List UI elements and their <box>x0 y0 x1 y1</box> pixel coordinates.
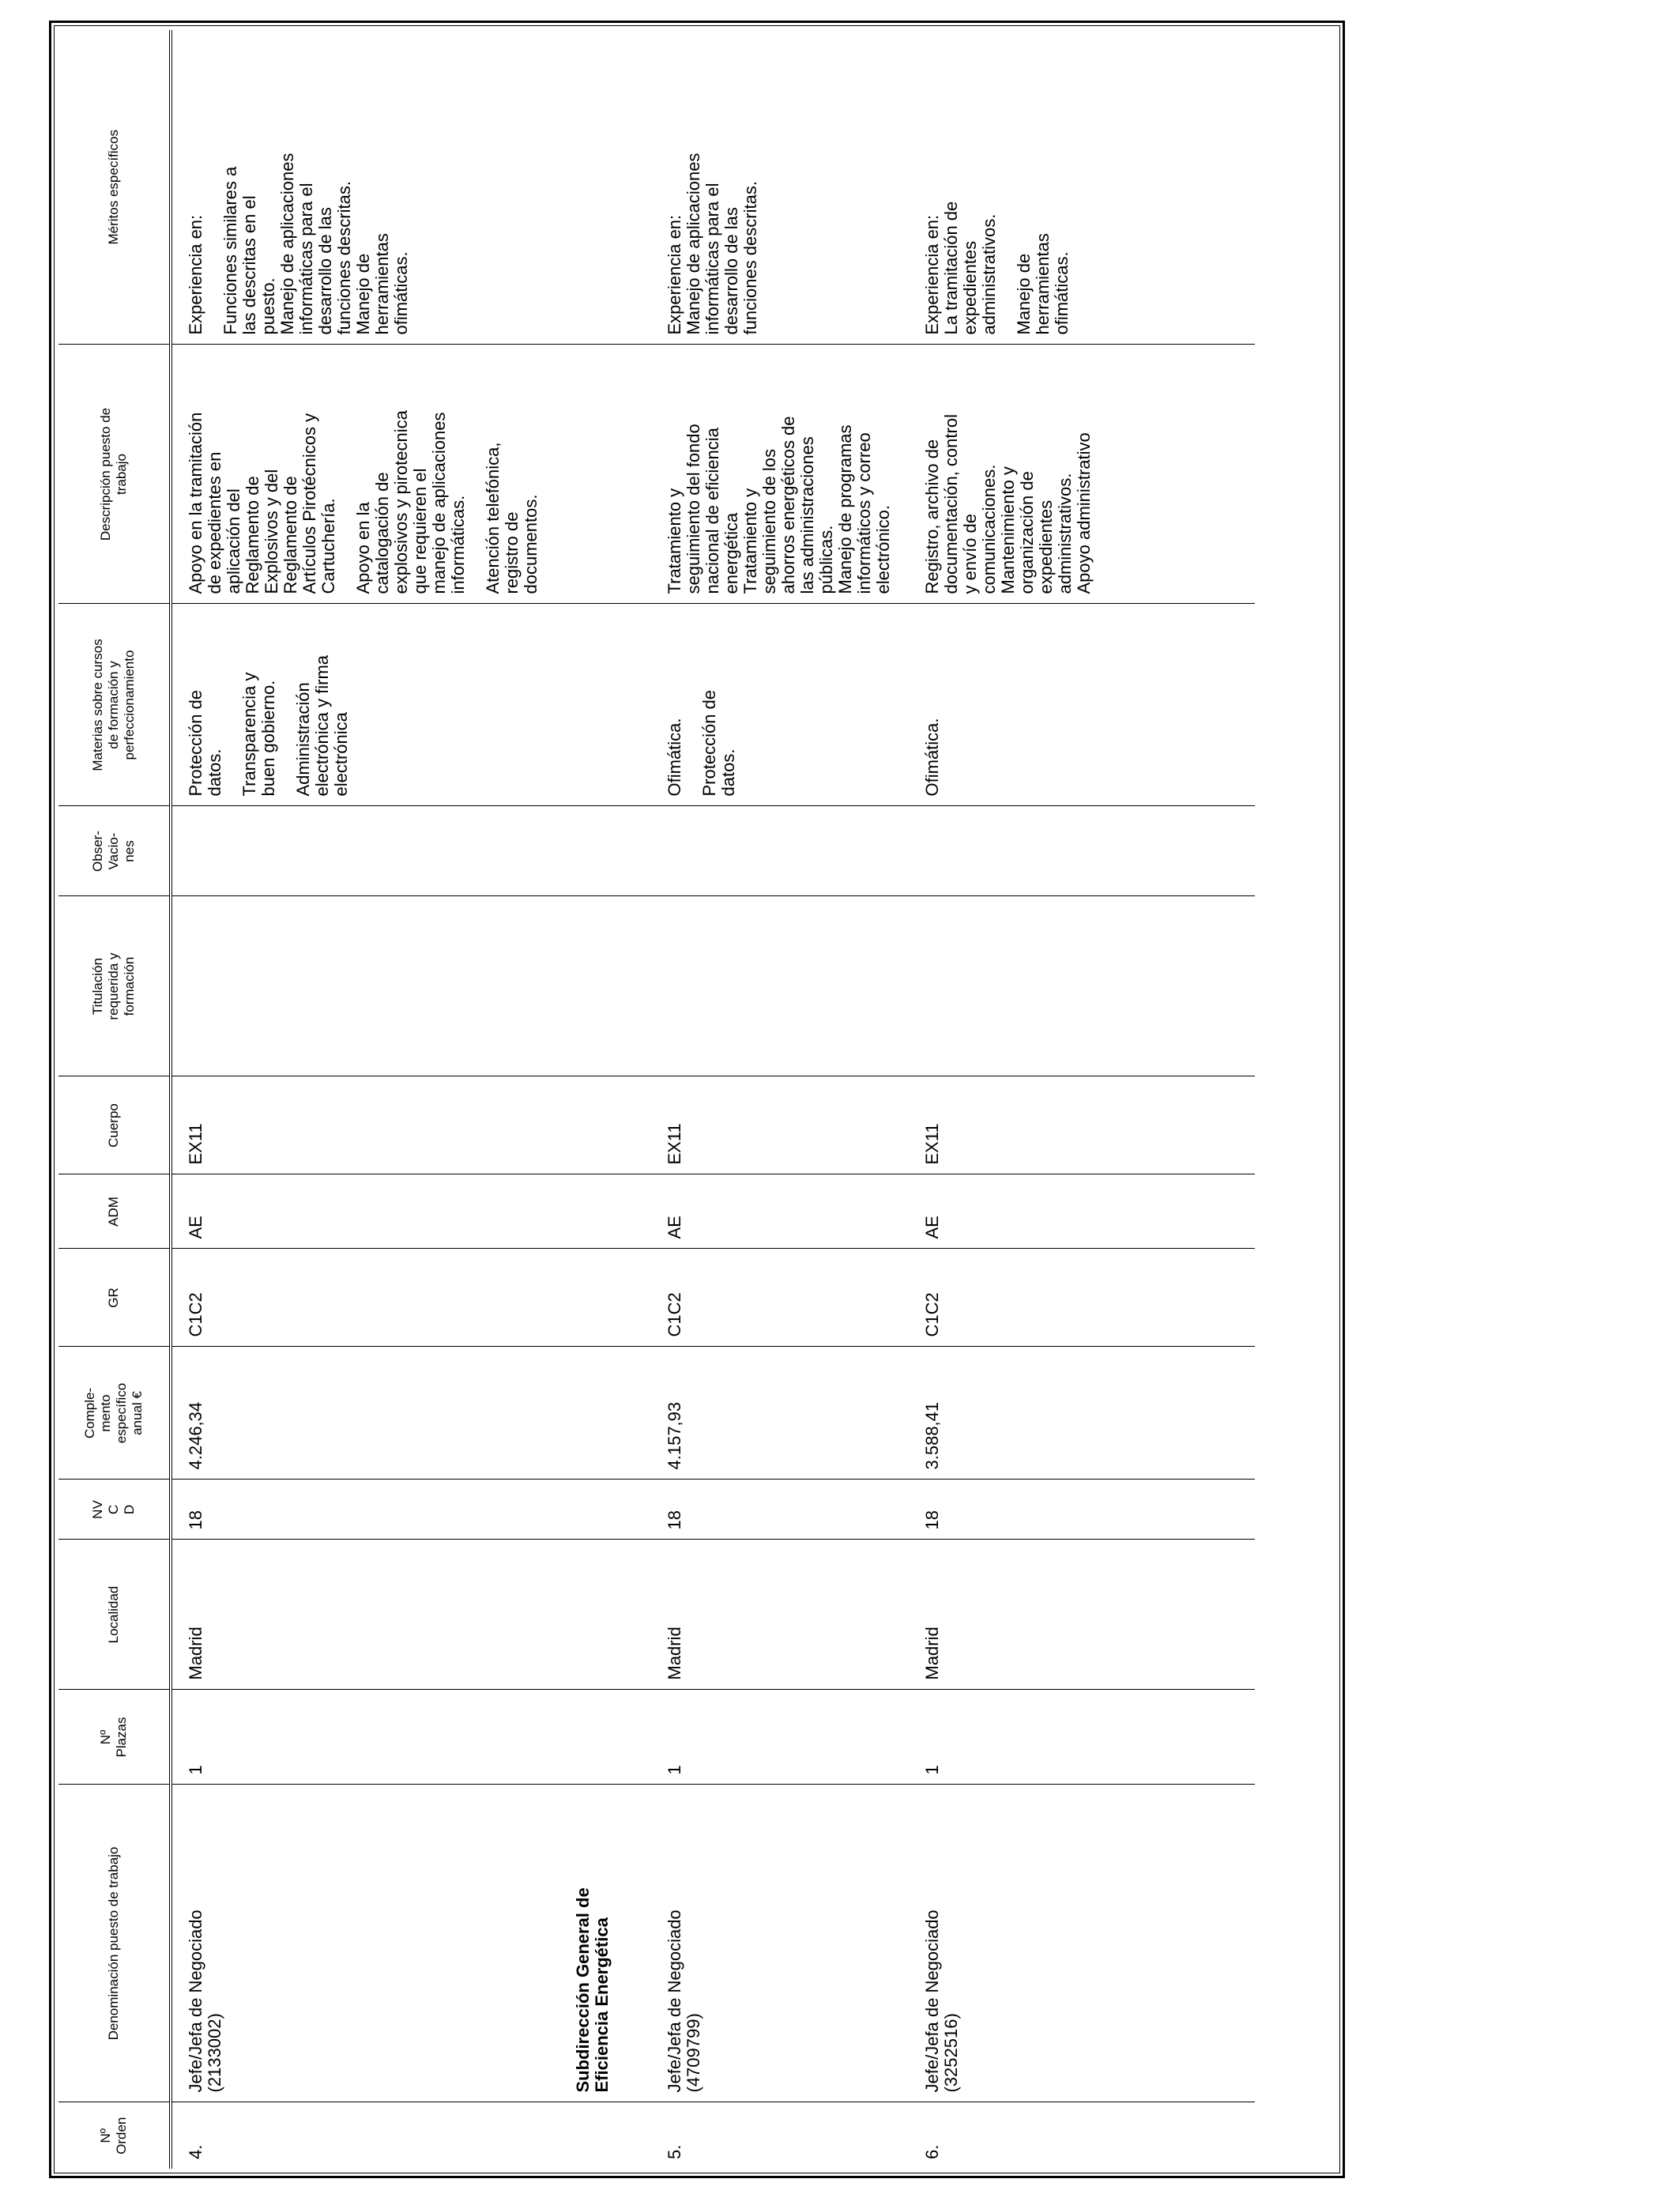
meritos-paragraph: Experiencia en: Manejo de aplicaciones informáticas para el desarrollo de las funciones descritas. <box>665 153 760 335</box>
cell-observaciones <box>171 806 556 896</box>
header-text: Titulación requerida y formación <box>90 952 137 1020</box>
cell-nvcd: 18 <box>651 1480 909 1540</box>
header-observaciones <box>58 806 171 896</box>
header-plazas <box>58 1690 171 1785</box>
cell-meritos <box>909 30 1255 345</box>
header-row <box>58 30 171 2169</box>
cell-materias <box>651 604 909 806</box>
header-text: Cuerpo <box>106 1103 121 1148</box>
cell-cuerpo: EX11 <box>909 1076 1255 1174</box>
materias-paragraph: Ofimática. <box>922 718 942 797</box>
cell-materias <box>909 604 1255 806</box>
header-text: Denominación puesto de trabajo <box>106 1846 121 2041</box>
cell-denominacion: Jefe/Jefa de Negociado (4709799) <box>651 1785 909 2102</box>
header-text: Comple- mento específico anual € <box>82 1382 145 1444</box>
header-text: Materias sobre cursos de formación y perfeccionamiento <box>90 639 137 771</box>
cell-meritos <box>171 30 556 345</box>
header-text: Méritos específicos <box>106 130 121 245</box>
cell-nvcd: 18 <box>909 1480 1255 1540</box>
materias-paragraph: Transparencia y buen gobierno. <box>239 672 278 797</box>
empty-cell <box>556 1347 651 1480</box>
cell-localidad: Madrid <box>171 1540 556 1690</box>
empty-cell <box>556 1690 651 1785</box>
cell-materias <box>171 604 556 806</box>
descripcion-paragraph: Apoyo en la tramitación de expedientes en aplicación del Reglamento de Explosivos y del Reglamento de Artículos Pirotécnicos y Cartuchería. <box>186 412 338 594</box>
job-positions-table <box>58 30 1255 2169</box>
header-text: Descripción puesto de trabajo <box>98 407 129 541</box>
header-descripcion <box>58 345 171 604</box>
empty-cell <box>556 30 651 345</box>
meritos-paragraph: Experiencia en: La tramitación de expedientes administrativos. <box>922 201 999 335</box>
cell-cuerpo: EX11 <box>171 1076 556 1174</box>
table-row <box>909 30 1255 2169</box>
header-text: GR <box>106 1287 121 1308</box>
header-cuerpo <box>58 1076 171 1174</box>
cell-plazas: 1 <box>909 1690 1255 1785</box>
header-localidad <box>58 1540 171 1690</box>
cell-orden <box>556 2102 651 2169</box>
header-orden <box>58 2102 171 2169</box>
section-row <box>556 30 651 2169</box>
cell-plazas: 1 <box>651 1690 909 1785</box>
cell-denominacion: Jefe/Jefa de Negociado (3252516) <box>909 1785 1255 2102</box>
header-denominacion <box>58 1785 171 2102</box>
meritos-paragraph: Experiencia en: <box>186 214 205 335</box>
cell-observaciones <box>651 806 909 896</box>
header-materias <box>58 604 171 806</box>
empty-cell <box>556 1076 651 1174</box>
header-text: Obser- Vacio- nes <box>90 831 137 872</box>
empty-cell <box>556 1174 651 1249</box>
table-body <box>171 30 1255 2169</box>
table-row <box>171 30 556 2169</box>
header-text: ADM <box>106 1197 121 1227</box>
section-title: Subdirección General de Eficiencia Energética <box>556 1785 651 2102</box>
cell-titulacion <box>909 896 1255 1076</box>
header-nvcd <box>58 1480 171 1540</box>
header-text: Nº Orden <box>98 2117 129 2154</box>
descripcion-paragraph: Apoyo en la catalogación de explosivos y pirotecnica que requieren el manejo de aplicaciones informáticas. <box>353 410 468 594</box>
cell-descripcion <box>171 345 556 604</box>
header-complemento <box>58 1347 171 1480</box>
cell-orden: 6. <box>909 2102 1255 2169</box>
materias-paragraph: Protección de datos. <box>186 689 224 797</box>
empty-cell <box>556 1480 651 1540</box>
cell-adm: AE <box>909 1174 1255 1249</box>
cell-gr: C1C2 <box>651 1249 909 1347</box>
empty-cell <box>556 345 651 604</box>
rotated-page <box>49 21 1345 2178</box>
cell-denominacion: Jefe/Jefa de Negociado (2133002) <box>171 1785 556 2102</box>
cell-adm: AE <box>651 1174 909 1249</box>
cell-gr: C1C2 <box>171 1249 556 1347</box>
header-text: Nº Plazas <box>98 1717 129 1758</box>
cell-nvcd: 18 <box>171 1480 556 1540</box>
cell-gr: C1C2 <box>909 1249 1255 1347</box>
header-text: Localidad <box>106 1585 121 1644</box>
empty-cell <box>556 1249 651 1347</box>
cell-plazas: 1 <box>171 1690 556 1785</box>
descripcion-paragraph: Registro, archivo de documentación, control y envío de comunicaciones. Mantenimiento y organización de expedientes administrativos. Apoyo administrativo <box>922 414 1094 594</box>
cell-adm: AE <box>171 1174 556 1249</box>
descripcion-paragraph: Tratamiento y seguimiento del fondo nacional de eficiencia energética Tratamiento y seguimiento de los ahorros energéticos de las administraciones públicas. Manejo de programas informáticos y correo electrónico. <box>665 416 893 594</box>
cell-observaciones <box>909 806 1255 896</box>
cell-titulacion <box>171 896 556 1076</box>
empty-cell <box>556 604 651 806</box>
cell-orden: 4. <box>171 2102 556 2169</box>
cell-complemento: 4.157,93 <box>651 1347 909 1480</box>
header-gr <box>58 1249 171 1347</box>
empty-cell <box>556 1540 651 1690</box>
materias-paragraph: Administración electrónica y firma electrónica <box>293 654 351 797</box>
cell-orden: 5. <box>651 2102 909 2169</box>
cell-meritos <box>651 30 909 345</box>
cell-complemento: 4.246,34 <box>171 1347 556 1480</box>
cell-descripcion <box>651 345 909 604</box>
header-titulacion <box>58 896 171 1076</box>
empty-cell <box>556 806 651 896</box>
header-text: NV C D <box>90 1500 137 1519</box>
materias-paragraph: Ofimática. <box>665 718 684 797</box>
table-row <box>651 30 909 2169</box>
header-adm <box>58 1174 171 1249</box>
descripcion-paragraph: Atención telefónica, registro de documentos. <box>483 442 541 594</box>
empty-cell <box>556 896 651 1076</box>
cell-descripcion <box>909 345 1255 604</box>
meritos-paragraph: Funciones similares a las descritas en el puesto. Manejo de aplicaciones informáticas para el desarrollo de las funciones descritas. Manejo de herramientas ofimáticas. <box>220 153 411 335</box>
cell-cuerpo: EX11 <box>651 1076 909 1174</box>
cell-localidad: Madrid <box>651 1540 909 1690</box>
meritos-paragraph: Manejo de herramientas ofimáticas. <box>1014 233 1072 335</box>
header-meritos <box>58 30 171 345</box>
cell-complemento: 3.588,41 <box>909 1347 1255 1480</box>
cell-titulacion <box>651 896 909 1076</box>
materias-paragraph: Protección de datos. <box>699 689 738 797</box>
cell-localidad: Madrid <box>909 1540 1255 1690</box>
